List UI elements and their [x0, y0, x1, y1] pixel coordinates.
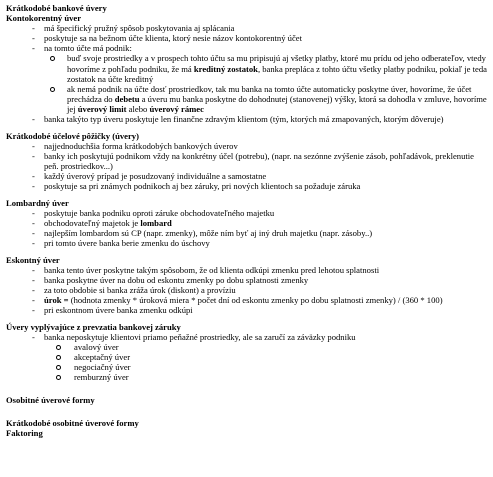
- list-item: - najlepším lombardom sú CP (napr. zmenky), môže ním byť aj iný druh majetku (napr. zásoby..): [6, 228, 487, 238]
- list-item: - najjednoduchšia forma krátkodobých bankových úverov: [6, 141, 487, 151]
- term-interest: úrok =: [44, 295, 69, 306]
- section-title: Krátkodobé osobitné úverové formy: [6, 418, 139, 429]
- list-item: [6, 218, 487, 228]
- list-item: - banka poskytne úver na dobu od eskontu zmenky po dobu splatnosti zmenky: [6, 275, 487, 285]
- section-special-forms: [6, 395, 487, 405]
- list-item: - poskytuje sa pri známych podnikoch aj bez záruky, pri nových klientoch sa požaduje záruka: [6, 181, 487, 191]
- list-item: - má špecifický pružný spôsob poskytovania aj splácania: [6, 23, 487, 33]
- section-bank-guarantee-loans: [6, 322, 487, 383]
- text-run: buď svoje prostriedky a v prospech tohto účtu sa mu pripisujú aj všetky platby, ktoré mu prídu od jeho odberateľov, vtedy hovoríme z pohľadu podniku, že má: [67, 53, 486, 74]
- sub-list-item: [44, 84, 487, 114]
- list-item: - banky ich poskytujú podnikom vždy na konkrétny účel (potrebu), (napr. na sezónne zvýšenie zásob, pohľadávok, preklenutie peň. prostriedkov...): [6, 151, 487, 171]
- text-run: ak nemá podnik na účte dosť prostriedkov, tak mu banka na tomto účte automaticky poskytne úver, hovoríme, že účet prechádza do: [67, 83, 472, 104]
- section-title: Eskontný úver: [6, 254, 60, 265]
- section-title: Osobitné úverové formy: [6, 395, 95, 406]
- bullet-list: [6, 208, 487, 248]
- list-item: - za toto obdobie si banka zráža úrok (diskont) a províziu: [6, 285, 487, 295]
- sub-list-item: avalový úver: [30, 342, 487, 352]
- list-item: [6, 295, 487, 305]
- interest-formula: (hodnota zmenky * úroková miera * počet dní od eskontu zmenky po dobu splatnosti zmenky) / (360 * 100): [68, 295, 443, 306]
- bullet-list: [6, 23, 487, 124]
- text-run: , banka prepláca z tohto účtu všetky platby podniku, pokiaľ je teda zostatok na účte kreditný: [67, 63, 487, 84]
- section-title-factoring: Faktoring: [6, 428, 43, 439]
- text-run: obchodovateľný majetok je: [44, 217, 141, 228]
- sub-bullet-list: [30, 342, 487, 382]
- list-item-text: banka neposkytuje klientovi priamo peňažné prostriedky, ale sa zaručí za záväzky podniku: [44, 331, 356, 342]
- sub-bullet-list: [44, 53, 487, 114]
- term-credit-frame: úverový rámec: [149, 103, 204, 114]
- section-short-special-forms: [6, 418, 487, 438]
- list-item-text: na tomto účte má podnik:: [44, 43, 132, 54]
- text-run: a úveru mu banka poskytne do dohodnutej (stanovenej) výšky, ktorá sa dohodla v zmluve, hovoríme jej: [67, 93, 487, 114]
- section-title: Krátkodobé účelové pôžičky (úvery): [6, 130, 139, 141]
- section-discount-loan: [6, 255, 487, 316]
- section-purpose-loans: [6, 131, 487, 192]
- term-credit-balance: kreditný zostatok: [193, 63, 258, 74]
- list-item: - banka tento úver poskytne takým spôsobom, že od klienta odkúpi zmenku pred lehotou splatnosti: [6, 265, 487, 275]
- section-title-overdraft: Kontokorentný úver: [6, 13, 82, 24]
- term-credit-limit: úverový limit: [77, 103, 127, 114]
- text-run: alebo: [126, 103, 150, 114]
- section-title: Úvery vyplývajúce z prevzatia bankovej záruky: [6, 321, 181, 332]
- list-item: - poskytuje sa na bežnom účte klienta, ktorý nesie názov kontokorentný účet: [6, 33, 487, 43]
- list-item: - pri tomto úvere banka berie zmenku do úschovy: [6, 238, 487, 248]
- page-title: Krátkodobé bankové úvery: [6, 3, 107, 13]
- list-item: [6, 43, 487, 114]
- list-item: [6, 332, 487, 382]
- term-lombard: lombard: [140, 217, 172, 228]
- bullet-list: [6, 332, 487, 382]
- section-short-term-loans: [6, 3, 487, 124]
- section-title: Lombardný úver: [6, 197, 69, 208]
- bullet-list: [6, 265, 487, 315]
- sub-list-item: akceptačný úver: [30, 352, 487, 362]
- list-item: - pri eskontnom úvere banka zmenku odkúpi: [6, 305, 487, 315]
- list-item: - každý úverový prípad je posudzovaný individuálne a samostatne: [6, 171, 487, 181]
- sub-list-item: [44, 53, 487, 83]
- term-debit: debetu: [114, 93, 140, 104]
- list-item: - poskytuje banka podniku oproti záruke obchodovateľného majetku: [6, 208, 487, 218]
- bullet-list: [6, 141, 487, 191]
- list-item: - banka takýto typ úveru poskytuje len finančne zdravým klientom (tým, ktorých má zmapovaných, ktorým dôveruje): [6, 114, 487, 124]
- sub-list-item: negociačný úver: [30, 362, 487, 372]
- sub-list-item: remburzný úver: [30, 372, 487, 382]
- section-lombard-loan: [6, 198, 487, 248]
